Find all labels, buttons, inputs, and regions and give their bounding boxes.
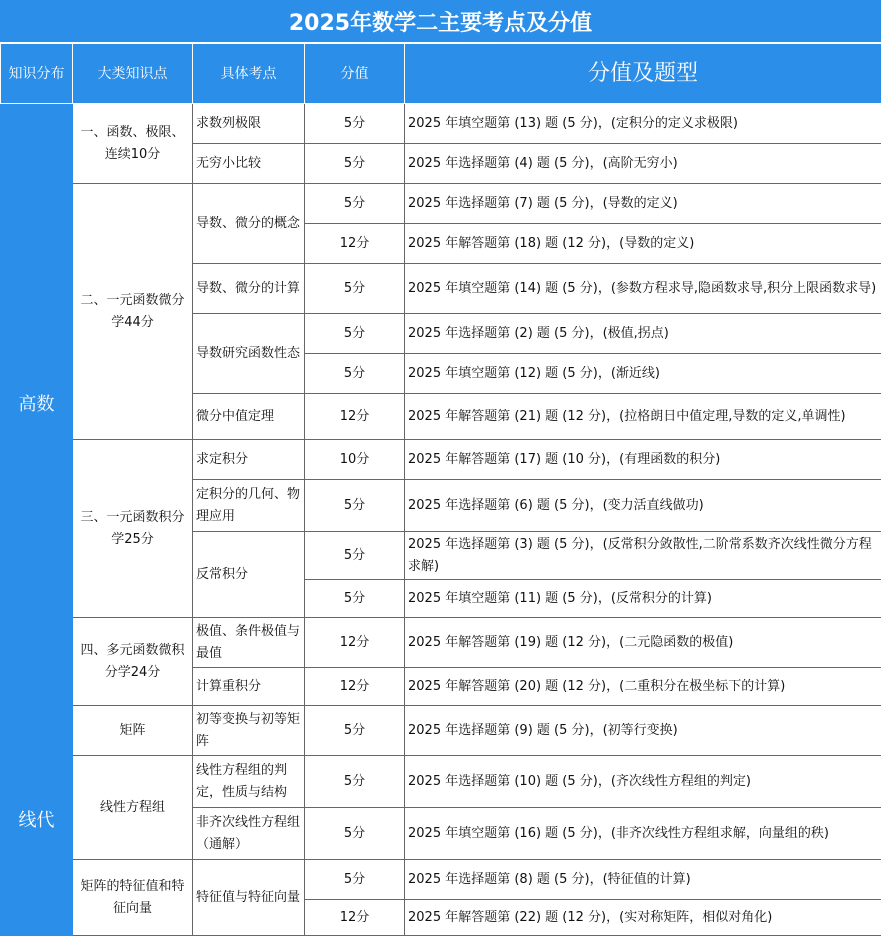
desc-cell: 2025 年填空题第 (11) 题 (5 分)，(反常积分的计算) (405, 580, 881, 618)
point-cell: 无穷小比较 (193, 144, 305, 184)
header-score: 分值 (305, 44, 405, 104)
desc-cell: 2025 年选择题第 (8) 题 (5 分)，(特征值的计算) (405, 860, 881, 900)
point-cell: 特征值与特征向量 (193, 860, 305, 936)
score-cell: 12分 (305, 224, 405, 264)
exam-table (0, 43, 881, 936)
header-score-type: 分值及题型 (405, 44, 881, 104)
desc-cell: 2025 年解答题第 (18) 题 (12 分)，(导数的定义) (405, 224, 881, 264)
point-cell: 计算重积分 (193, 668, 305, 706)
desc-cell: 2025 年解答题第 (22) 题 (12 分)，(实对称矩阵，相似对角化) (405, 900, 881, 936)
header-category: 大类知识点 (73, 44, 193, 104)
table-row (1, 618, 881, 668)
desc-cell: 2025 年选择题第 (10) 题 (5 分)，(齐次线性方程组的判定) (405, 756, 881, 808)
score-cell: 5分 (305, 706, 405, 756)
page-title: 2025年数学二主要考点及分值 (0, 0, 881, 43)
score-cell: 5分 (305, 104, 405, 144)
point-cell: 求数列极限 (193, 104, 305, 144)
desc-cell: 2025 年填空题第 (12) 题 (5 分)，(渐近线) (405, 354, 881, 394)
category-cell: 一、函数、极限、连续10分 (73, 104, 193, 184)
desc-cell: 2025 年解答题第 (21) 题 (12 分)，(拉格朗日中值定理,导数的定义,单调性) (405, 394, 881, 440)
desc-cell: 2025 年解答题第 (20) 题 (12 分)，(二重积分在极坐标下的计算) (405, 668, 881, 706)
desc-cell: 2025 年填空题第 (16) 题 (5 分)，(非齐次线性方程组求解，向量组的秩) (405, 808, 881, 860)
score-cell: 5分 (305, 314, 405, 354)
score-cell: 5分 (305, 354, 405, 394)
desc-cell: 2025 年选择题第 (4) 题 (5 分)，(高阶无穷小) (405, 144, 881, 184)
table-row (1, 440, 881, 480)
category-cell: 二、一元函数微分学44分 (73, 184, 193, 440)
score-cell: 5分 (305, 532, 405, 580)
category-cell: 三、一元函数积分学25分 (73, 440, 193, 618)
score-cell: 12分 (305, 394, 405, 440)
score-cell: 5分 (305, 580, 405, 618)
score-cell: 5分 (305, 756, 405, 808)
desc-cell: 2025 年解答题第 (17) 题 (10 分)，(有理函数的积分) (405, 440, 881, 480)
score-cell: 5分 (305, 144, 405, 184)
point-cell: 导数研究函数性态 (193, 314, 305, 394)
point-cell: 定积分的几何、物理应用 (193, 480, 305, 532)
point-cell: 非齐次线性方程组（通解） (193, 808, 305, 860)
score-cell: 5分 (305, 808, 405, 860)
desc-cell: 2025 年解答题第 (19) 题 (12 分)，(二元隐函数的极值) (405, 618, 881, 668)
point-cell: 导数、微分的概念 (193, 184, 305, 264)
score-cell: 5分 (305, 480, 405, 532)
point-cell: 线性方程组的判定，性质与结构 (193, 756, 305, 808)
table-row (1, 860, 881, 900)
table-row (1, 706, 881, 756)
point-cell: 极值、条件极值与最值 (193, 618, 305, 668)
table-row (1, 756, 881, 808)
point-cell: 求定积分 (193, 440, 305, 480)
score-cell: 12分 (305, 668, 405, 706)
desc-cell: 2025 年填空题第 (13) 题 (5 分)，(定积分的定义求极限) (405, 104, 881, 144)
point-cell: 反常积分 (193, 532, 305, 618)
score-cell: 5分 (305, 184, 405, 224)
subject-xiandai: 线代 (1, 706, 73, 936)
desc-cell: 2025 年选择题第 (2) 题 (5 分)，(极值,拐点) (405, 314, 881, 354)
point-cell: 导数、微分的计算 (193, 264, 305, 314)
desc-cell: 2025 年选择题第 (7) 题 (5 分)，(导数的定义) (405, 184, 881, 224)
category-cell: 四、多元函数微积分学24分 (73, 618, 193, 706)
table-row (1, 104, 881, 144)
desc-cell: 2025 年选择题第 (9) 题 (5 分)，(初等行变换) (405, 706, 881, 756)
table-row (1, 184, 881, 224)
desc-cell: 2025 年填空题第 (14) 题 (5 分)，(参数方程求导,隐函数求导,积分上限函数求导) (405, 264, 881, 314)
point-cell: 微分中值定理 (193, 394, 305, 440)
desc-cell: 2025 年选择题第 (6) 题 (5 分)，(变力活直线做功) (405, 480, 881, 532)
score-cell: 10分 (305, 440, 405, 480)
point-cell: 初等变换与初等矩阵 (193, 706, 305, 756)
desc-cell: 2025 年选择题第 (3) 题 (5 分)，(反常积分敛散性,二阶常系数齐次线性微分方程求解) (405, 532, 881, 580)
subject-gaoshu: 高数 (1, 104, 73, 706)
header-row (1, 44, 881, 104)
score-cell: 12分 (305, 900, 405, 936)
score-cell: 12分 (305, 618, 405, 668)
category-cell: 线性方程组 (73, 756, 193, 860)
category-cell: 矩阵的特征值和特征向量 (73, 860, 193, 936)
score-cell: 5分 (305, 860, 405, 900)
category-cell: 矩阵 (73, 706, 193, 756)
header-point: 具体考点 (193, 44, 305, 104)
header-knowledge: 知识分布 (1, 44, 73, 104)
score-cell: 5分 (305, 264, 405, 314)
